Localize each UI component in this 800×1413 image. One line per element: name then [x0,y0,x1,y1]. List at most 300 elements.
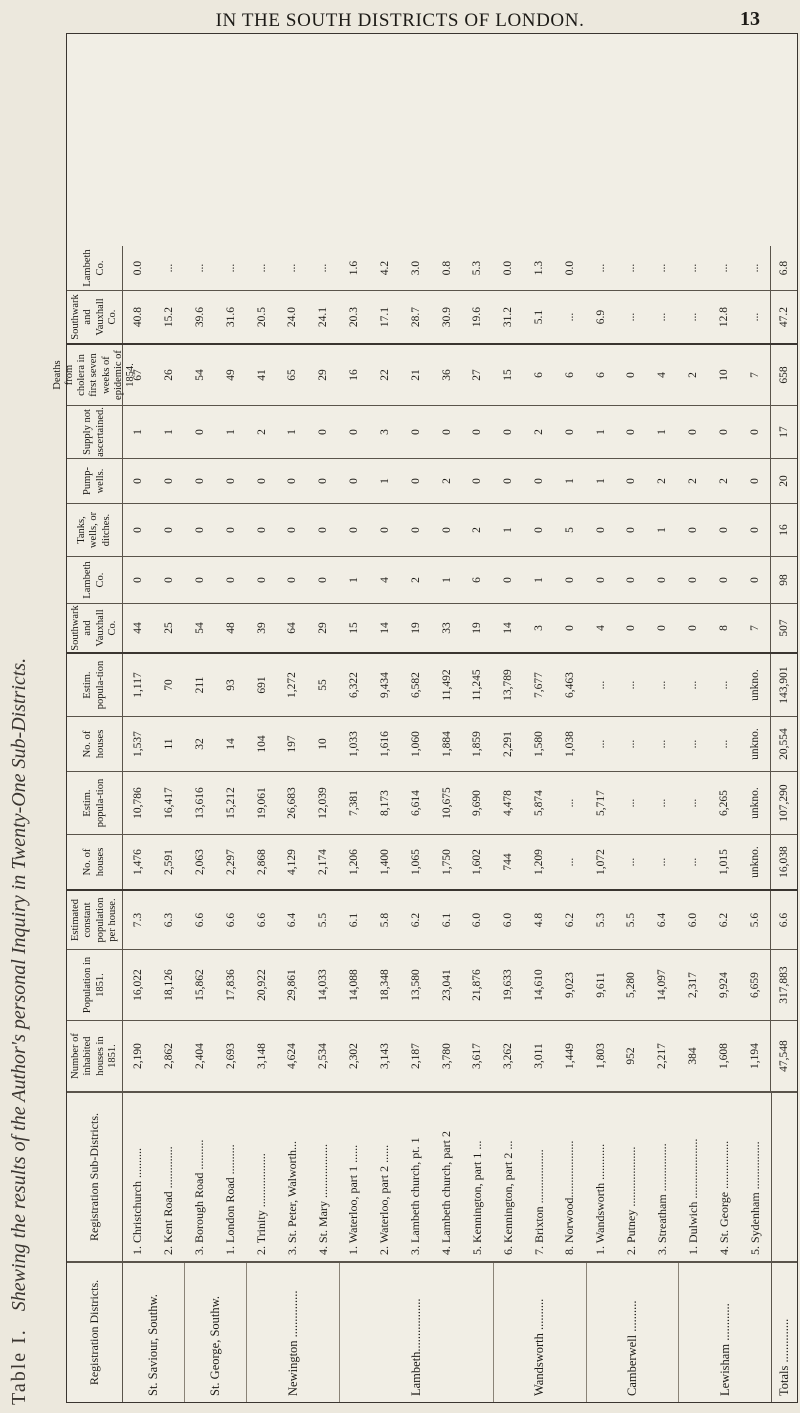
table-cell: 16,022 [132,969,145,1001]
table-cell: 9,434 [378,672,391,698]
table-cell: 5.8 [378,912,391,928]
table-cell: 49 [224,369,237,381]
table-cell: 20.5 [255,306,268,328]
sub-district-name: 3. St. Peter, Walworth... [284,1141,299,1255]
table-cell: 0 [163,527,176,533]
table-cell: 6.3 [163,912,176,928]
table-cell: 48 [224,622,237,634]
table-cell: 7,381 [348,790,361,816]
column-values [123,459,770,503]
table-cell: 3,262 [502,1043,515,1069]
table-cell: 26,683 [286,787,299,819]
table-cell: 2 [471,527,484,533]
district-name: St. Saviour, Southw. [146,1294,161,1396]
table-cell: 5.1 [532,309,545,325]
table-cell: 1 [440,577,453,583]
table-cell: 14 [502,622,515,634]
table-cell: 1,750 [440,849,453,875]
column-f-sv [67,604,797,654]
table-cell: 0 [687,527,700,533]
table-cell: 17.1 [378,306,391,328]
table-cell: 0 [563,625,576,631]
table-cell: 1,033 [348,731,361,757]
table-cell: 0 [748,429,761,435]
table-cell: ... [656,798,669,808]
table-cell: 5.6 [748,912,761,928]
table-cell: ... [687,857,700,867]
table-cell: 4,478 [502,790,515,816]
table-cell: 0 [224,478,237,484]
table-cell: 70 [163,679,176,691]
table-cell: 10 [317,738,330,750]
table-cell: 1 [502,527,515,533]
table-cell: 2 [687,478,700,484]
table-cell: 2 [656,478,669,484]
table-cell: 27 [471,369,484,381]
table-cell: 5.5 [317,912,330,928]
table-cell: 13,616 [194,787,207,819]
table-cell: 19 [471,622,484,634]
table-cell: 0 [502,577,515,583]
table-cell: 14 [378,622,391,634]
table-cell: 29,861 [286,969,299,1001]
table-cell: 6.0 [502,912,515,928]
table-cell: 1 [348,577,361,583]
table-cell: 0 [594,527,607,533]
table-cell: ... [748,312,761,322]
column-lb-h [67,717,797,772]
table-cell: 3 [378,429,391,435]
table-cell: 16,417 [163,787,176,819]
table-cell: 3,011 [532,1043,545,1069]
table-cell: 5.3 [594,912,607,928]
table-cell: 952 [625,1047,638,1065]
table-cell: 11,492 [440,669,453,701]
districts-header: Registration Districts. [67,1263,123,1402]
totals-label: Totals .............. [771,1263,797,1402]
table-cell: unkno. [748,846,761,878]
table-cell: 0 [717,527,730,533]
sub-districts-column [67,1092,797,1262]
table-cell: 0 [717,429,730,435]
table-cell: 0 [286,577,299,583]
table-cell: ... [563,857,576,867]
table-cell: 31.6 [224,306,237,328]
table-cell: 2,174 [317,849,330,875]
district-name: Wandsworth .......... [493,1263,586,1402]
column-header: Population in 1851. [67,950,123,1020]
table-cell: ... [748,263,761,273]
table-cell: 1,580 [532,731,545,757]
table-cell: 4 [656,372,669,378]
table-cell: 0 [563,429,576,435]
table-cell: ... [625,263,638,273]
table-cell: 9,023 [563,972,576,998]
table-cell: 0.0 [502,260,515,276]
column-houses [67,1021,797,1092]
table-cell: 54 [194,622,207,634]
column-values [123,1021,770,1091]
table-cell: 0 [687,577,700,583]
table-cell: 1,015 [717,849,730,875]
table-cell: 67 [132,369,145,381]
column-values [123,717,770,771]
table-cell: 2,693 [224,1043,237,1069]
table-cell: 1,065 [409,849,422,875]
table-cell: 2,302 [348,1043,361,1069]
table-cell: 9,690 [471,790,484,816]
districts-column [67,1262,797,1402]
table-cell: ... [717,680,730,690]
table-cell: 2,317 [687,972,700,998]
table-cell: 18,348 [378,969,391,1001]
table-cell: 6.0 [471,912,484,928]
table-cell: 0 [563,577,576,583]
total-cell: 107,290 [770,772,797,834]
table-cell: 6.6 [194,912,207,928]
table-cell: 6.9 [594,309,607,325]
table-cell: 40.8 [132,306,145,328]
sub-district-name: 2. Kent Road .............. [161,1146,176,1255]
table-cell: 3 [532,625,545,631]
table-cell: 6 [532,372,545,378]
table-cell: 0 [748,577,761,583]
table-cell: ... [625,680,638,690]
totals-blank [771,1093,797,1261]
column-f-lb [67,557,797,604]
table-cell: 2 [255,429,268,435]
total-cell: 658 [770,345,797,405]
sub-district-name: 1. Waterloo, part 1 ...... [346,1144,361,1255]
column-values [123,504,770,556]
table-cell: 3,148 [255,1043,268,1069]
table-cell: 1 [656,527,669,533]
table-cell: 6,582 [409,672,422,698]
table-cell: 1 [656,429,669,435]
table-cell: ... [594,680,607,690]
sub-district-name: 3. Lambeth church, pt. 1 [408,1137,423,1255]
table-cell: ... [224,263,237,273]
table-cell: 0 [502,478,515,484]
table-cell: 12.8 [717,306,730,328]
table-cell: 93 [224,679,237,691]
table-cell: ... [625,798,638,808]
table-cell: 0 [224,577,237,583]
table-cell: 6.2 [563,912,576,928]
table-cell: 24.1 [317,306,330,328]
sub-district-name: 4. St. George ................ [716,1140,731,1255]
column-header: Pump-wells. [67,459,123,503]
data-table [52,33,798,1403]
table-cell: ... [194,263,207,273]
table-cell: 4.8 [532,912,545,928]
table-cell: 21 [409,369,422,381]
sub-district-name: 1. Wandsworth ............ [593,1143,608,1255]
table-cell: ... [717,739,730,749]
table-cell: 23,041 [440,969,453,1001]
table-cell: 0.0 [563,260,576,276]
table-cell: ... [656,857,669,867]
table-cell: 14,097 [656,969,669,1001]
table-cell: 17,836 [224,969,237,1001]
table-cell: 0 [194,527,207,533]
table-cell: 0 [656,577,669,583]
table-cell: 6,322 [348,672,361,698]
column-header: Deaths from cholera in first seven weeks of epidemic of 1854. [67,345,123,405]
table-cell: 1,400 [378,849,391,875]
table-cell: 1,206 [348,849,361,875]
sub-districts-header: Registration Sub-Districts. [67,1093,123,1261]
table-cell: ... [656,739,669,749]
table-cell: 29 [317,369,330,381]
table-cell: ... [717,263,730,273]
table-cell: 10,786 [132,787,145,819]
table-cell: ... [255,263,268,273]
table-cell: 14,088 [348,969,361,1001]
table-cell: 2 [717,478,730,484]
table-cell: 2,190 [132,1043,145,1069]
table-cell: 1,803 [594,1043,607,1069]
table-cell: 4,129 [286,849,299,875]
column-sv-h [67,835,797,891]
column-m-lb [67,246,797,291]
table-cell: 32 [194,738,207,750]
table-cell: 1,072 [594,849,607,875]
table-cell: ... [656,263,669,273]
table-caption-label: Table I. [8,1328,30,1405]
table-cell: 28.7 [409,306,422,328]
table-cell: 30.9 [440,306,453,328]
table-cell: 1,476 [132,849,145,875]
table-cell: 29 [317,622,330,634]
table-cell: ... [687,312,700,322]
column-header: Number of inhabited houses in 1851. [67,1021,123,1091]
table-cell: 6.2 [409,912,422,928]
table-cell: 0 [194,478,207,484]
table-cell: 0 [625,577,638,583]
table-cell: 2,868 [255,849,268,875]
table-cell: 2,217 [656,1043,669,1069]
table-cell: 2,404 [194,1043,207,1069]
total-cell: 6.8 [770,246,797,290]
table-cell: 6,614 [409,790,422,816]
column-header: Estim. popula-tion [67,772,123,834]
sub-district-name: 2. Waterloo, part 2 ...... [377,1144,392,1255]
table-cell: 2,063 [194,849,207,875]
table-cell: 0 [255,577,268,583]
total-cell: 20,554 [770,717,797,771]
district-name: St. George, Southw. [184,1263,246,1402]
table-cell: ... [625,857,638,867]
table-cell: 0 [255,527,268,533]
table-cell: 384 [687,1047,700,1065]
column-values [123,557,770,603]
table-cell: 0 [409,478,422,484]
table-cell: 6.1 [348,912,361,928]
table-cell: 0 [348,478,361,484]
table-cell: 2 [440,478,453,484]
column-lb-p [67,654,797,717]
sub-districts-list [123,1093,771,1261]
table-cell: 1,608 [717,1043,730,1069]
table-caption-text: Shewing the results of the Author's personal Inquiry in Twenty-One Sub-Districts. [8,657,30,1312]
table-cell: 20.3 [348,306,361,328]
district-name: Lewisham ............ [678,1263,771,1402]
running-head: IN THE SOUTH DISTRICTS OF LONDON. [215,10,585,31]
table-cell: 7 [748,625,761,631]
table-cell: 10 [717,369,730,381]
column-header: Southwark and Vauxhall Co. [67,604,123,652]
table-cell: 1.3 [532,260,545,276]
column-values [123,291,770,343]
table-cell: 1,884 [440,731,453,757]
table-cell: 3.0 [409,260,422,276]
column-header: Lambeth Co. [67,557,123,603]
table-cell: 4 [378,577,391,583]
table-cell: 14 [224,738,237,750]
table-cell: 65 [286,369,299,381]
table-cell: 5.5 [625,912,638,928]
table-cell: unkno. [748,787,761,819]
table-cell: 64 [286,622,299,634]
sub-district-name: 8. Norwood................... [562,1140,577,1255]
column-f-na [67,406,797,459]
table-cell: 6.4 [286,912,299,928]
table-cell: 3,780 [440,1043,453,1069]
sub-district-name: 5. Kennington, part 1 ... [469,1140,484,1255]
table-cell: ... [563,312,576,322]
table-cell: 0 [132,577,145,583]
table-cell: 15 [348,622,361,634]
column-pop [67,950,797,1021]
table-cell: 0 [532,478,545,484]
table-cell: 0 [348,527,361,533]
table-cell: 1,859 [471,731,484,757]
table-cell: 1,209 [532,849,545,875]
table-cell: 33 [440,622,453,634]
table-cell: 1,537 [132,731,145,757]
table-cell: 1 [286,429,299,435]
table-cell: 0 [748,527,761,533]
table-cell: 36 [440,369,453,381]
column-header: Estim. popula-tion [67,654,123,716]
table-cell: 0 [656,625,669,631]
table-cell: ... [625,739,638,749]
table-cell: 12,039 [317,787,330,819]
table-cell: 15,212 [224,787,237,819]
table-cell: 7,677 [532,672,545,698]
column-values [123,891,770,949]
total-cell: 16 [770,504,797,556]
table-cell: unkno. [748,669,761,701]
total-cell: 47,548 [770,1021,797,1091]
table-cell: 0 [163,577,176,583]
table-cell: 691 [255,676,268,694]
table-cell: 41 [255,369,268,381]
table-cell: 1,060 [409,731,422,757]
table-cell: 15 [502,369,515,381]
table-cell: 13,580 [409,969,422,1001]
table-cell: 6.0 [687,912,700,928]
total-cell: 20 [770,459,797,503]
column-values [123,950,770,1020]
table-cell: 1 [163,429,176,435]
table-cell: 1 [378,478,391,484]
total-cell: 507 [770,604,797,652]
table-cell: 39.6 [194,306,207,328]
table-cell: 0 [132,478,145,484]
table-cell: 0 [409,527,422,533]
table-cell: 1 [563,478,576,484]
table-cell: 31.2 [502,306,515,328]
table-cell: 0 [286,478,299,484]
table-cell: 19.6 [471,306,484,328]
sub-district-name: 2. Putney .................... [624,1146,639,1255]
column-values [123,654,770,716]
table-cell: 1 [132,429,145,435]
column-f-tk [67,504,797,557]
column-values [123,835,770,889]
numeric-columns [52,34,797,1092]
district-name: Newington ............... [246,1263,339,1402]
column-values [123,246,770,290]
column-values [123,345,770,405]
table-cell: 16 [348,369,361,381]
table-cell: 6,659 [748,972,761,998]
table-cell: 0 [625,429,638,435]
table-cell: 6,265 [717,790,730,816]
table-cell: ... [163,263,176,273]
table-cell: 0 [532,527,545,533]
table-cell: 0 [625,527,638,533]
table-cell: ... [317,263,330,273]
table-cell: ... [656,680,669,690]
table-cell: 6 [594,372,607,378]
table-cell: 13,789 [502,669,515,701]
column-header: Southwark and Vauxhall Co. [67,291,123,343]
table-cell: 0.0 [132,260,145,276]
column-values [123,604,770,652]
table-cell: 21,876 [471,969,484,1001]
column-header: No. of houses [67,835,123,889]
total-cell: 47.2 [770,291,797,343]
table-cell: 3,143 [378,1043,391,1069]
table-cell: ... [687,263,700,273]
sub-district-name: 1. Dulwich .................... [685,1138,700,1255]
table-cell: 6.2 [717,912,730,928]
column-sv-p [67,772,797,835]
table-cell: 2,591 [163,849,176,875]
table-cell: 0 [317,527,330,533]
table-cell: 3,617 [471,1043,484,1069]
table-cell: 54 [194,369,207,381]
table-cell: 19,061 [255,787,268,819]
table-cell: 0 [502,429,515,435]
total-cell: 143,901 [770,654,797,716]
table-cell: 2 [687,372,700,378]
table-cell: 1,602 [471,849,484,875]
table-cell: 0 [378,527,391,533]
table-cell: 2 [409,577,422,583]
table-cell: 0 [286,527,299,533]
column-m-sv [67,291,797,345]
table-cell: 0 [687,429,700,435]
table-cell: ... [687,739,700,749]
table-cell: 1,449 [563,1043,576,1069]
table-cell: 14,610 [532,969,545,1001]
table-cell: 2,291 [502,731,515,757]
column-deaths [52,345,797,406]
